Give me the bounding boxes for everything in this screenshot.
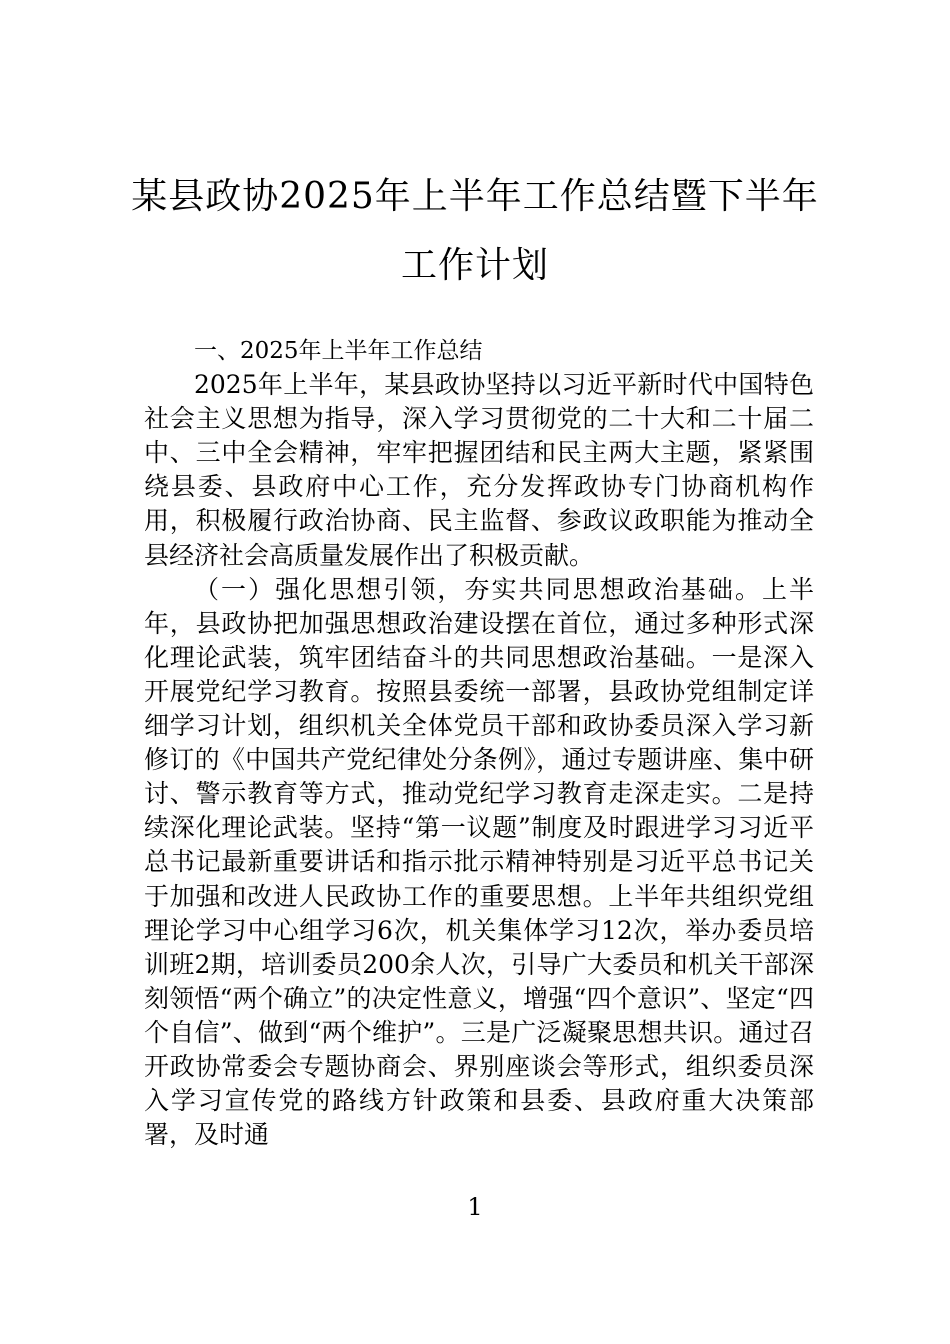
document-body (144, 334, 814, 1152)
paragraph-intro: 2025年上半年，某县政协坚持以习近平新时代中国特色社会主义思想为指导，深入学习贯彻党的二十大和二十届二中、三中全会精神，牢牢把握团结和民主两大主题，紧紧围绕县委、县政府中心工作，充分发挥政协专门协商机构作用，积极履行政治协商、民主监督、参政议政职能为推动全县经济社会高质量发展作出了积极贡献。 (144, 370, 814, 570)
paragraph-thought-guidance: （一）强化思想引领，夯实共同思想政治基础。上半年，县政协把加强思想政治建设摆在首位，通过多种形式深化理论武装，筑牢团结奋斗的共同思想政治基础。一是深入开展党纪学习教育。按照县委统一部署，县政协党组制定详细学习计划，组织机关全体党员干部和政协委员深入学习新修订的《中国共产党纪律处分条例》，通过专题讲座、集中研讨、警示教育等方式，推动党纪学习教育走深走实。二是持续深化理论武装。坚持“第一议题”制度及时跟进学习习近平总书记最新重要讲话和指示批示精神特别是习近平总书记关于加强和改进人民政协工作的重要思想。上半年共组织党组理论学习中心组学习6次，机关集体学习12次，举办委员培训班2期，培训委员200余人次，引导广大委员和机关干部深刻领悟“两个确立”的决定性意义，增强“四个意识”、坚定“四个自信”、做到“两个维护”。三是广泛凝聚思想共识。通过召开政协常委会专题协商会、界别座谈会等形式，组织委员深入学习宣传党的路线方针政策和县委、县政府重大决策部署，及时通 (144, 574, 814, 1150)
section-heading: 一、2025年上半年工作总结 (194, 338, 483, 364)
document-title-line-1: 某县政协2025年上半年工作总结暨下半年 (131, 176, 819, 217)
document-title-line-2: 工作计划 (400, 245, 549, 286)
page-number: 1 (467, 1193, 483, 1221)
